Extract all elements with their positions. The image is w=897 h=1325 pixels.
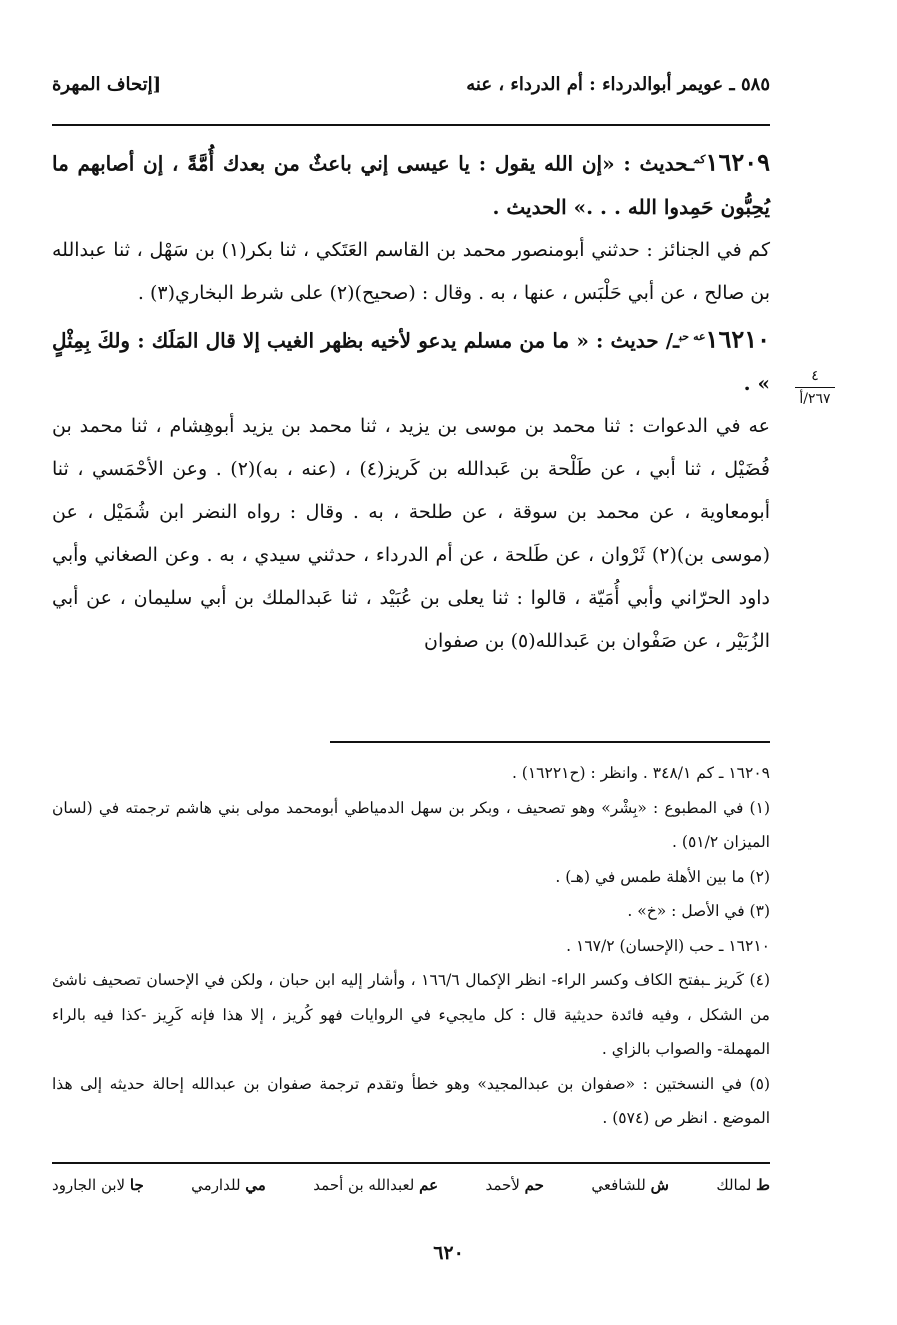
hadith-text: ـ/ حديث : « ما من مسلم يدعو لأخيه بظهر الغيب إلا قال المَلَك : ولكَ بِمِثْلٍ » . bbox=[52, 328, 770, 396]
legend-symbol: ط bbox=[756, 1176, 770, 1194]
manuscript-folio-note bbox=[790, 366, 840, 409]
footnote: (٤) كَريز ـبفتح الكاف وكسر الراء‑ انظر الإكمال ١٦٦/٦ ، وأشار إليه ابن حبان ، ولكن في الإحسان تصحيف ناشئ من الشكل ، وفيه فائدة حديثية قال : كل مايجيء في الروايات فهو كُريز ، إلا هذا فإنه كَرِيز ‑كذا فيه بالراء المهملة‑ والصواب بالزاي . bbox=[52, 971, 770, 1058]
page-header bbox=[52, 74, 770, 108]
hadith-number: ١٦٢١٠ bbox=[705, 324, 770, 354]
footnote: (١) في المطبوع : «بِشْر» وهو تصحيف ، وبكر بن سهل الدمياطي أبومحمد مولى بني هاشم ترجمته في (لسان الميزان ٥١/٢) . bbox=[52, 798, 770, 851]
footnote: (٢) ما بين الأهلة طمس في (هـ) . bbox=[555, 867, 770, 886]
legend-label: لأحمد bbox=[485, 1176, 520, 1194]
running-title: ٥٨٥ ـ عويمر أبوالدرداء : أم الدرداء ، عنه bbox=[466, 74, 770, 95]
footnote: ١٦٢١٠ ـ حب (الإحسان) ١٦٧/٢ . bbox=[566, 936, 770, 955]
folio-note-top: ٤ bbox=[811, 368, 819, 384]
folio-note-bottom: ٢٦٧/أ bbox=[799, 391, 831, 407]
legend-symbol: مي bbox=[245, 1176, 266, 1194]
legend-symbol: جا bbox=[129, 1176, 144, 1194]
hadith-entry bbox=[52, 315, 770, 406]
legend-item bbox=[591, 1176, 669, 1194]
legend-label: للدارمي bbox=[191, 1176, 241, 1194]
legend-label: لعبدالله بن أحمد bbox=[313, 1176, 415, 1194]
hadith-number: ١٦٢٠٩ bbox=[705, 147, 770, 177]
legend-symbol: حم bbox=[524, 1176, 544, 1194]
footnote: (٣) في الأصل : «خ» . bbox=[627, 902, 770, 920]
legend-item bbox=[52, 1176, 144, 1194]
footnotes bbox=[52, 756, 770, 1136]
hadith-source-marker: عه حب bbox=[678, 329, 706, 343]
legend-label: للشافعي bbox=[591, 1176, 646, 1194]
legend-divider bbox=[52, 1162, 770, 1164]
page-number: ٦٢٠ bbox=[433, 1242, 464, 1264]
main-text bbox=[52, 138, 770, 663]
legend-item bbox=[313, 1176, 438, 1194]
footnote: ١٦٢٠٩ ـ كم ٣٤٨/١ . وانظر : (ح١٦٢٢١) . bbox=[511, 764, 770, 782]
legend-item bbox=[716, 1176, 770, 1194]
hadith-entry bbox=[52, 138, 770, 229]
isnad-paragraph: عه في الدعوات : ثنا محمد بن موسى بن يزيد ، ثنا محمد بن يزيد أبوهِشام ، ثنا محمد بن فُضَيْل ، ثنا أبي ، عن طَلْحة بن عَبدالله بن كَريز(٤) ، (عنه ، به)(٢) . وعن الأحْمَسي ، ثنا أبومعاوية ، عن محمد بن سوقة ، عن طلحة ، به . وقال : رواه النضر ابن شُمَيْل ، عن (موسى بن)(٢) ثَرْوان ، عن طَلحة ، عن أم الدرداء ، حدثني سيدي ، به . وعن الصغاني وأبي داود الحرّاني وأبي أُمَيّة ، قالوا : ثنا يعلى بن عُبَيْد ، ثنا عَبدالملك بن أبي سليمان ، عن أبي الزُبَيْر ، عن صَفْوان بن عَبدالله(٥) بن صفوان bbox=[52, 415, 770, 653]
book-title: [إتحاف المهرة bbox=[52, 74, 162, 95]
header-divider bbox=[52, 124, 770, 126]
legend-label: لابن الجارود bbox=[52, 1176, 126, 1194]
abbreviation-legend bbox=[52, 1176, 770, 1194]
legend-symbol: عم bbox=[419, 1176, 439, 1194]
hadith-text: ـحديث : «إن الله يقول : يا عيسى إني باعثٌ من بعدك أُمَّةً ، إن أصابهم ما يُحِبُّون حَمِدوا الله . . .» الحديث . bbox=[52, 151, 770, 219]
footnote: (٥) في النسختين : «صفوان بن عبدالمجيد» وهو خطأ وتقدم ترجمة صفوان بن عبدالله إحالة حديثه إلى هذا الموضع . انظر ص (٥٧٤) . bbox=[52, 1074, 770, 1127]
legend-item bbox=[191, 1176, 266, 1194]
hadith-source-marker: كم bbox=[693, 153, 706, 166]
legend-item bbox=[486, 1176, 544, 1194]
isnad-paragraph: كم في الجنائز : حدثني أبومنصور محمد بن القاسم العَتَكي ، ثنا بكر(١) بن سَهْل ، ثنا عبدالله بن صالح ، عن أبي حَلْبَس ، عنها ، به . وقال : (صحيح)(٢) على شرط البخاري(٣) . bbox=[52, 238, 770, 304]
legend-symbol: ش bbox=[650, 1176, 669, 1194]
legend-label: لمالك bbox=[716, 1176, 752, 1194]
folio-note-line bbox=[795, 387, 835, 388]
footnote-divider bbox=[330, 741, 770, 743]
